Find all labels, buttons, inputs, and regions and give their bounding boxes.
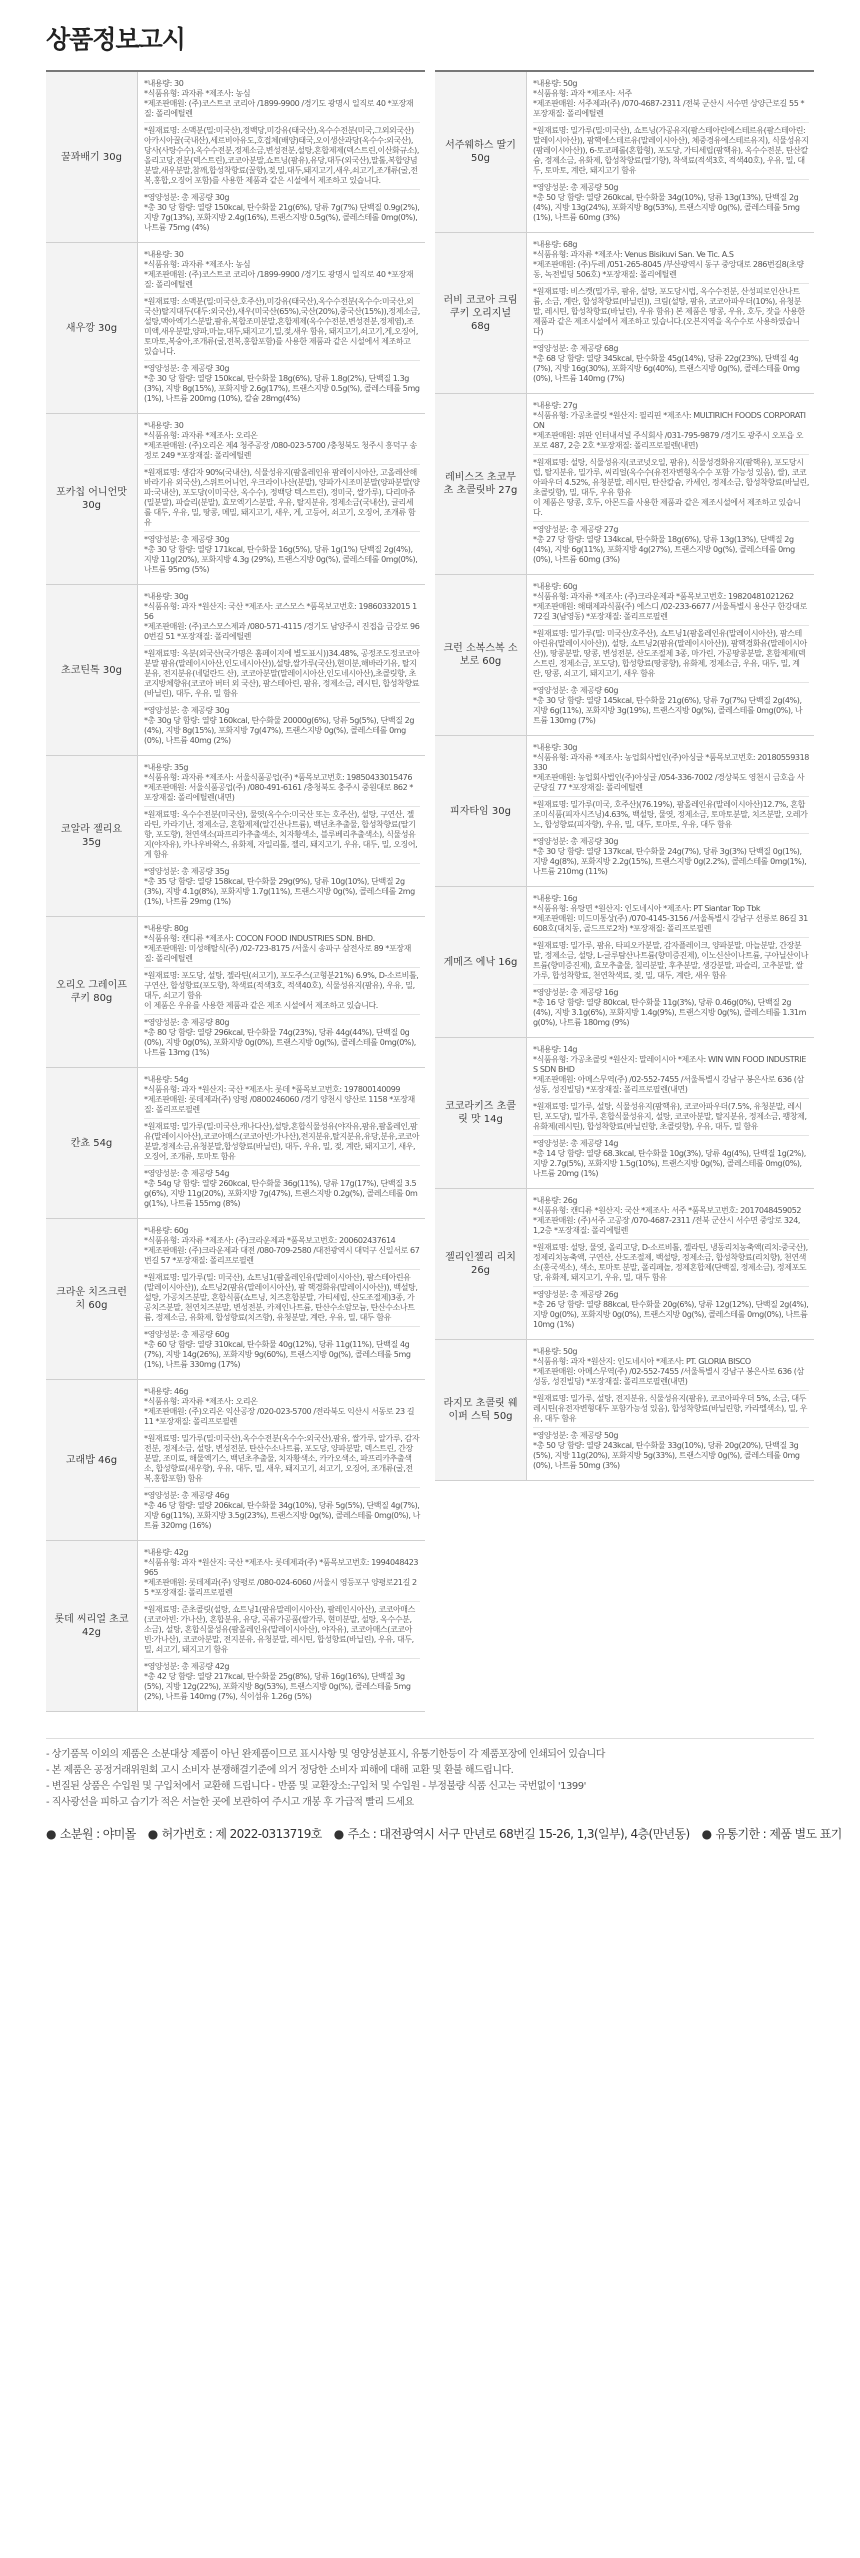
info-line: *총 68 당 함량: 열량 345kcal, 탄수화물 45g(14%), 당류 22g(23%), 단백질 4g(7%), 지방 16g(30%), 포화지방 6g(40%), 트랜스지방 0g(%), 콜레스테롤 0mg(0%), 나트륨 140mg (7%) bbox=[533, 354, 800, 383]
product-name: 칸쵸 54g bbox=[46, 1068, 138, 1218]
info-block bbox=[144, 1118, 420, 1165]
info-line: *내용량: 14g bbox=[533, 1045, 578, 1054]
info-block bbox=[533, 521, 809, 568]
seller-info-item: ● 유통기한 : 제품 별도 표기 bbox=[701, 1827, 842, 1841]
info-block bbox=[533, 76, 809, 122]
info-block bbox=[533, 579, 809, 625]
info-line: *제조판매원: 위판 인터내셔널 주식회사 /031-795-9879 /경기도 광주시 오포읍 오포로 487, 2층 2호 *포장재질: 폴리프로필렌(내면) bbox=[533, 431, 804, 450]
info-line: *식품유형: 과자류 *제조사: 오리온 bbox=[144, 1397, 258, 1406]
info-line: *영양성분: 총 제공량 42g bbox=[144, 1662, 230, 1671]
info-block bbox=[144, 1014, 420, 1061]
product-row bbox=[46, 1219, 425, 1380]
info-block bbox=[144, 1384, 420, 1430]
info-block bbox=[144, 1601, 420, 1658]
info-line: *원재료명: 밀가루(미국, 호주산)(76.19%), 팜올레인유(말레이시아산)12.7%, 혼합조미식품(피자시즈닝)4.63%, 백설탕, 물엿, 정제소금, 토마토분말, 치즈분말, 오레가노, 합성향료(피자향), 우유, 밀, 대두, 토마토, 우유, 대두 함유 bbox=[533, 800, 808, 829]
info-line: *영양성분: 총 제공량 26g bbox=[533, 1290, 619, 1299]
info-line: *총 30 당 함량: 열량 171kcal, 탄수화물 16g(5%), 당류 1g(1%) 단백질 2g(4%), 지방 11g(20%), 포화지방 4.3g (29%), 트랜스지방 0g(%), 콜레스테롤 0mg(0%), 나트륨 95mg (5%) bbox=[144, 545, 418, 574]
product-name: 새우깡 30g bbox=[46, 243, 138, 413]
info-line: 이 제품은 우유를 사용한 제품과 같은 제조 시설에서 제조하고 있습니다. bbox=[144, 1001, 378, 1010]
info-line: *원재료명: 밀가루, 설탕, 전지분유, 식물성유지(팜유), 코코아파우더 5%, 소금, 대두레시틴(유전자변형대두 포함가능성 있음), 합성착향료(바닐린향, 카라멜색소), 밀, 우유, 대두 함유 bbox=[533, 1394, 808, 1423]
info-line: *원재료명: 생감자 90%(국내산), 식물성유지(팜올레인유 팜레이시아산, 고올레산해바라기유 외국산),스위트어니언, 우크라이나산(분말), 양파가시조미분말(양파분말(양파:국내산), 포도당(이미국산, 옥수수), 정백당 텍스트린), 정미국, 쌀가루), 다리마쥬(밀분말), 파슬리(분말), 효모엑기스분말, 우유, 탈지분유, 정제소금(국내산), 글리세롤 대두, 우유, 밀, 땅콩, 메밀, 돼지고기, 새우, 게, 고등어, 쇠고기, 오징어, 조개류 함유 bbox=[144, 468, 420, 527]
product-info bbox=[138, 1219, 425, 1379]
info-line: *식품유형: 과자 *원산지: 국산 *제조사: 롯데제과(주) *품목보고번호: 1994048423965 bbox=[144, 1558, 419, 1577]
product-name: 크라운 치즈크런치 60g bbox=[46, 1219, 138, 1379]
info-line: *내용량: 30g bbox=[144, 592, 189, 601]
info-block bbox=[144, 967, 420, 1014]
info-line: *총 27 당 함량: 열량 134kcal, 탄수화물 18g(6%), 당류 13g(13%), 단백질 2g(4%), 지방 6g(11%), 포화지방 4g(27%), 트랜스지방 0g(%), 콜레스테롤 0mg(0%), 나트륨 60mg (3%) bbox=[533, 535, 795, 564]
info-block bbox=[533, 398, 809, 454]
info-line: *원재료명: 설탕, 식물성유지(코코넛오일, 팜유), 식물성경화유지(팜핵유), 포도당시럽, 탈지분유, 밀가루, 씨리얼(옥수수(유전자변형옥수수 포함 가능성 있음), 쌀), 코코아파우더 4.52%, 유청분말, 레시틴, 탄산칼슘, 카세인, 정제소금, 합성착향료(바닐린, 초콜릿향), 밀, 대두, 우유 함유 bbox=[533, 458, 809, 497]
info-line: *원재료명: 소맥분(밀:미국산,호주산),미강유(태국산),옥수수전분(옥수수:미국산,외국산)탈지대두(대두:외국산),새우(미국산(65%),국산(20%),중국산(15%)),정제소금,설탕,맥아엑기스분말,팜유,복합조미분말,혼합제제(옥수수전분,변성전분,정제염),조미액,새우분말,양파,마늘,대두,돼지고기,밀,젖,새우 함유, 돼지고기,쇠고기,게,오징어,토마토,복숭아,조개류(굴,전복,홍합포함)를 사용한 제품과 같은 시설에서 제조하고 있습니다. bbox=[144, 297, 420, 356]
info-line: *영양성분: 총 제공량 60g bbox=[144, 1330, 230, 1339]
product-info bbox=[527, 1189, 814, 1339]
product-info bbox=[527, 233, 814, 393]
info-line: *내용량: 46g bbox=[144, 1387, 189, 1396]
info-line: *영양성분: 총 제공량 30g bbox=[144, 535, 230, 544]
info-line: *총 60 당 함량: 열량 310kcal, 탄수화물 40g(12%), 당류 11g(11%), 단백질 4g(7%), 지방 14g(26%), 포화지방 9g(60%), 트랜스지방 0g(%), 콜레스테롤 5mg(1%), 나트륨 330mg (17%) bbox=[144, 1340, 411, 1369]
info-line: *영양성분: 총 제공량 14g bbox=[533, 1139, 619, 1148]
product-row bbox=[46, 585, 425, 756]
footer-notes bbox=[46, 1738, 814, 1811]
info-line: *식품유형: 과자 *원산지: 인도네시아 *제조사: PT. GLORIA BISCO bbox=[533, 1357, 751, 1366]
info-block bbox=[144, 645, 420, 702]
product-name: 오리오 그레이프 쿠키 80g bbox=[46, 917, 138, 1067]
product-row bbox=[46, 1380, 425, 1541]
seller-info bbox=[46, 1825, 842, 1842]
product-row bbox=[46, 756, 425, 917]
info-block bbox=[533, 796, 809, 833]
info-line: *내용량: 30g bbox=[533, 743, 578, 752]
info-block bbox=[144, 1072, 420, 1118]
info-line: *식품유형: 과자류 *제조사: (주)크라운제과 *품목보고번호: 19820481021262 bbox=[533, 592, 794, 601]
info-line: *총 30 당 함량: 열량 150kcal, 탄수화물 18g(6%), 당류 1.8g(2%), 단백질 1.3g(3%), 지방 8g(15%), 포화지방 2.6g(17%), 트랜스지방 0.5g(%), 콜레스테롤 5mg(1%), 나트륨 200mg (10%), 칼슘 28mg(4%) bbox=[144, 374, 420, 403]
product-info bbox=[138, 756, 425, 916]
info-line: *원재료명: 밀가루(밀: 미국산), 쇼트닝1(팜올레인유(말레이시아산), 팜스테아린유(말레이시아산)), 쇼트닝2(팜유(말레이시아산), 팜 핵경화유(말레이시아산)), 백설탕, 설탕, 가공치즈분말, 혼합식품(쇼트닝, 치즈혼합분말, 가티세립, 산도조절제)3종, 가공치즈분말, 천연치즈분말, 변성전분, 카제인나트륨, 탄산수소암모늄, 탄산수소나트륨, 정제소금, 유화제, 합성향료(치즈향), 유청분말, 계란, 우유, 밀, 대두 함유 bbox=[144, 1273, 418, 1322]
info-block bbox=[144, 1269, 420, 1326]
info-line: *원재료명: 설탕, 물엿, 올리고당, D-소르비톨, 젤라틴, 냉동리치농축액(리치:중국산), 정제리치농축액, 구연산, 산도조절제, 백설탕, 정제소금, 합성착향료(리치향), 천연색소(홍국색소), 색소, 토마토 분말, 폴리페놀, 정제혼합제(단백질, 정제소금), 정제포도당, 유화제, 돼지고기, 우유, 밀, 대두 함유 bbox=[533, 1243, 808, 1282]
product-info bbox=[138, 243, 425, 413]
product-row bbox=[46, 1068, 425, 1219]
info-block bbox=[144, 760, 420, 806]
product-info bbox=[527, 394, 814, 574]
info-line: *제조판매원: 롯데제과(주) 양평 /0800246060 /경기 양천시 양산로 1158 *포장재질: 폴리프로필렌 bbox=[144, 1095, 415, 1114]
info-line: *제조판매원: (주)코스트코 코리아 /1899-9900 /경기도 광명시 일직로 40 *포장재질: 폴리에틸렌 bbox=[144, 270, 414, 289]
product-row bbox=[46, 414, 425, 585]
seller-info-item: ● 주소 : 대전광역시 서구 만년로 68번길 15-26, 1,3(일부), 4층(만년동) bbox=[333, 1827, 690, 1841]
info-block bbox=[533, 1135, 809, 1182]
info-line: *영양성분: 총 제공량 30g bbox=[533, 837, 619, 846]
info-line: *내용량: 50g bbox=[533, 1347, 578, 1356]
info-line: *원재료명: 밀가루(밀:미국산,캐나다산),설탕,혼합식물성유(야자유,팜유,팜올레인,팜유(말레이시아산),코코아매스(코코아빈:가나산),전지분유,탈지분유,유당,분유,코코아분말,정제소금,유청분말,합성향료(바닐린), 대두, 우유, 밀, 젖, 계란, 돼지고기, 새우, 오징어, 조개류, 토마토 함유 bbox=[144, 1122, 420, 1161]
info-line: *식품유형: 캔디류 *원산지: 국산 *제조사: 서주 *품목보고번호: 2017048459052 bbox=[533, 1206, 802, 1215]
info-block bbox=[533, 283, 809, 340]
info-block bbox=[533, 122, 809, 179]
seller-address: 주소 : 대전광역시 서구 만년로 68번길 15-26, 1,3(일부), 4층(만년동) bbox=[347, 1827, 690, 1841]
info-block bbox=[533, 237, 809, 283]
info-block bbox=[144, 531, 420, 578]
info-line: *제조판매원: 해태제과식품(주) 에스디 /02-233-6677 /서울특별시 용산구 한강대로 72길 3(남영동) *포장재질: 폴리프로필렌 bbox=[533, 602, 807, 621]
info-line: *원재료명: 밀가루(밀: 미국산/호주산), 쇼트닝1(팜올레인유(말레이시아산), 팜스테아린유(말레이시아산)), 설탕, 쇼트닝2(팜유(말레이시아산)), 팜핵경화유(말레이시아산)), 땅콩분말, 땅콩, 변성전분, 산도조절제 3종, 마가린, 가공땅콩분말, 혼합제제(덱스트린, 정제소금, 포도당), 합성향료(땅콩향), 유화제, 정제소금, 우유, 대두, 밀, 계란, 땅콩, 쇠고기, 돼지고기, 새우 함유 bbox=[533, 629, 807, 678]
info-line: *내용량: 54g bbox=[144, 1075, 189, 1084]
info-block bbox=[144, 589, 420, 645]
info-line: *영양성분: 총 제공량 16g bbox=[533, 988, 619, 997]
info-line: *내용량: 50g bbox=[533, 79, 578, 88]
info-block bbox=[144, 921, 420, 967]
info-line: *내용량: 60g bbox=[144, 1226, 189, 1235]
footer-note: - 상기품목 이외의 제품은 소분대상 제품이 아닌 완제품이므로 표시사항 및 영양성분표시, 유통기한등이 각 제품포장에 인쇄되어 있습니다 bbox=[46, 1749, 605, 1760]
info-line: *영양성분: 총 제공량 80g bbox=[144, 1018, 230, 1027]
product-info bbox=[527, 575, 814, 735]
footer-note: - 직사광선을 피하고 습기가 적은 서늘한 곳에 보관하여 주시고 개봉 후 가급적 빨리 드세요 bbox=[46, 1797, 414, 1808]
info-line: *제조판매원: 농업회사법인(주)아싱글 /054-336-7002 /경상북도 영천시 금호읍 사군당길 77 *포장재질: 폴리에틸렌 bbox=[533, 773, 805, 792]
info-line: *제조판매원: (주)두레 /051-265-8045 /부산광역시 동구 중앙대로 286번길8(초량동, 녹전빌딩 506호) *포장재질: 폴리에틸렌 bbox=[533, 260, 804, 279]
product-info bbox=[138, 1541, 425, 1711]
info-line: *내용량: 60g bbox=[533, 582, 578, 591]
product-name: 레비스즈 초코무초 초콜릿바 27g bbox=[435, 394, 527, 574]
product-row bbox=[435, 736, 814, 887]
info-block bbox=[144, 76, 420, 122]
info-line: *총 42 당 함량: 열량 217kcal, 탄수화물 25g(8%), 당류 16g(16%), 단백질 3g(5%), 지방 12g(22%), 포화지방 8g(53%), 트랜스지방 0g(%), 콜레스테롤 5mg(2%), 나트륨 140mg (7%), 식이섬유 1.26g (5%) bbox=[144, 1672, 411, 1701]
info-line: *내용량: 68g bbox=[533, 240, 578, 249]
info-line: *내용량: 27g bbox=[533, 401, 578, 410]
info-line: *제조판매원: (주)서주 고공장 /070-4687-2311 /전북 군산시 서수면 중앙로 324, 1,2층 *포장재질: 폴리에틸렌 bbox=[533, 1216, 801, 1235]
product-row bbox=[435, 1189, 814, 1340]
seller-info-item: ● 허가번호 : 제 2022-0313719호 bbox=[147, 1827, 322, 1841]
info-line: *총 54g 당 함량: 열량 260kcal, 탄수화물 36g(11%), 당류 17g(17%), 단백질 3.5g(6%), 지방 11g(20%), 포화지방 7g(47%), 트랜스지방 0.2g(%), 콜레스테롤 0mg(1%), 나트륨 155mg (8%) bbox=[144, 1179, 418, 1208]
info-block bbox=[533, 1427, 809, 1474]
info-line: *총 50 당 함량: 열량 260kcal, 탄수화물 34g(10%), 당류 13g(13%), 단백질 2g(4%), 지방 13g(24%), 포화지방 8g(53%), 트랜스지방 0g(%), 콜레스테롤 5mg(1%), 나트륨 60mg (3%) bbox=[533, 193, 800, 222]
product-info bbox=[527, 72, 814, 232]
info-line: *내용량: 30 bbox=[144, 250, 184, 259]
info-line: *총 80 당 함량: 열량 296kcal, 탄수화물 74g(23%), 당류 44g(44%), 단백질 0g(0%), 지방 0g(0%), 포화지방 0g(0%), 트랜스지방 0g(%), 콜레스테롤 0mg(0%), 나트륨 13mg (1%) bbox=[144, 1028, 416, 1057]
product-row bbox=[46, 917, 425, 1068]
info-block bbox=[533, 1193, 809, 1239]
info-line: *원재료명: 옥분(외국산(국가명은 홈페이지에 별도표시))34.48%, 공정조도정코코아분말 팜유(말레이시아산,인도네시아산)),설탕,쌀가루(국산),현미분,해바라기유, 탈지분유, 전지분유(네덜란드 산), 코코아분말(말레이시아산,인도네시아산),초콜릿향, 초코지방체향유(코코아 버터 외 국산), 팜스테아린, 팜유, 정제소금, 레시틴, 합성착향료(바닐린), 대두, 우유, 밀 함유 bbox=[144, 649, 420, 698]
product-row bbox=[435, 887, 814, 1038]
info-line: *영양성분: 총 제공량 50g bbox=[533, 183, 619, 192]
page-title: 상품정보고시 bbox=[46, 25, 185, 54]
info-block bbox=[144, 247, 420, 293]
info-line: *제조판매원: 서울식품공업(주) /080-491-6161 /충청북도 충주시 중원대로 862 *포장재질: 폴리에틸렌(내면) bbox=[144, 783, 414, 802]
info-block bbox=[144, 1545, 420, 1601]
info-block bbox=[144, 293, 420, 360]
info-line: *식품유형: 과자류 *제조사: (주)크라운제과 *품목보고번호: 200602437614 bbox=[144, 1236, 396, 1245]
info-line: *식품유형: 과자류 *제조사: 서울식품공업(주) *품목보고번호: 19850433015476 bbox=[144, 773, 413, 782]
info-block bbox=[533, 1239, 809, 1286]
info-block bbox=[533, 682, 809, 729]
info-line: *영양성분: 총 제공량 35g bbox=[144, 867, 230, 876]
product-info bbox=[527, 887, 814, 1037]
info-line: *영양성분: 총 제공량 68g bbox=[533, 344, 619, 353]
info-line: *제조판매원: (주)코스모스제과 /080-571-4115 /경기도 남양주시 진접읍 금강로 960번길 51 *포장재질: 폴리에틸렌 bbox=[144, 622, 420, 641]
info-line: *제조판매원: (주)코스트코 코리아 /1899-9900 /경기도 광명시 일직로 40 *포장재질: 폴리에틸렌 bbox=[144, 99, 414, 118]
info-block bbox=[533, 340, 809, 387]
seller-info-item: ● 소분원 : 야미몰 bbox=[46, 1827, 136, 1841]
product-name: 꿀꽈배기 30g bbox=[46, 72, 138, 242]
product-name: 포카칩 어니언맛 30g bbox=[46, 414, 138, 584]
info-line: *식품유형: 가공초콜릿 *원산지: 말레이시아 *제조사: WIN WIN FOOD INDUSTRIES SDN BHD bbox=[533, 1055, 806, 1074]
info-line: *제조판매원: (주)오리온 익산공장 /020-023-5700 /전라북도 익산시 서동로 23 길 11 *포장재질: 폴리프로필렌 bbox=[144, 1407, 415, 1426]
info-line: *식품유형: 가공초콜릿 *원산지: 필리핀 *제조사: MULTIRICH FOODS CORPORATION bbox=[533, 411, 806, 430]
info-block bbox=[144, 702, 420, 749]
info-line: *제조판매원: 아메스무역(주) /02-552-7455 /서울특별시 강남구 봉은사로 636 (삼성동, 성진빌딩) *포장재질: 폴리프로필렌(내면) bbox=[533, 1075, 804, 1094]
info-block bbox=[144, 464, 420, 531]
info-line: *식품유형: 과자 *원산지: 국산 *제조사: 코스모스 *품목보고번호: 19860332015 156 bbox=[144, 602, 417, 621]
product-columns bbox=[46, 70, 814, 1712]
product-row bbox=[435, 1038, 814, 1189]
info-block bbox=[144, 1658, 420, 1705]
product-name: 피자타임 30g bbox=[435, 736, 527, 886]
product-name: 크런 소복스복 소보로 60g bbox=[435, 575, 527, 735]
info-block bbox=[533, 984, 809, 1031]
info-line: *식품유형: 유탕면 *원산지: 인도네시아 *제조사: PT Siantar Top Tbk bbox=[533, 904, 761, 913]
info-line: *제조판매원: 미성해탈식(주) /02-723-8175 /서울시 송파구 삼전사로 89 *포장재질: 폴리에틸렌 bbox=[144, 944, 411, 963]
product-name: 젤리인젤리 리치 26g bbox=[435, 1189, 527, 1339]
info-block bbox=[533, 891, 809, 937]
footer-note: - 변질된 상품은 수입원 및 구입처에서 교환해 드립니다 - 반품 및 교환장소:구입처 및 수입원 - 부정불량 식품 신고는 국번없이 '1399' bbox=[46, 1781, 586, 1792]
info-line: *식품유형: 과자류 *제조사: 농업회사법인(주)아싱글 *품목보고번호: 20180559318330 bbox=[533, 753, 809, 772]
product-name: 게메즈 에낙 16g bbox=[435, 887, 527, 1037]
info-line: *총 30 당 함량: 열량 150kcal, 탄수화물 21g(6%), 당류 7g(7%) 단백질 0.9g(2%), 지방 7g(13%), 포화지방 2.4g(16%), 트랜스지방 0.5g(%), 콜레스테롤 0mg(0%), 나트륨 75mg (4%) bbox=[144, 203, 420, 232]
info-line: *영양성분: 총 제공량 30g bbox=[144, 364, 230, 373]
product-info bbox=[527, 1340, 814, 1480]
info-line: *식품유형: 과자류 *제조사: 오리온 bbox=[144, 431, 258, 440]
info-line: *원재료명: 포도당, 설탕, 젤라틴(쇠고기), 포도주스(고형분21%) 6.9%, D-소르비톨, 구연산, 합성향료(포도향), 착색료(적색3호, 적색40호), 식물성유지(팜유), 우유, 밀, 대두, 쇠고기 함유 bbox=[144, 971, 419, 1000]
info-line: *총 30 당 함량: 열량 145kcal, 탄수화물 21g(6%), 당류 7g(7%) 단백질 2g(4%), 지방 6g(11%), 포화지방 3g(19%), 트랜스지방 0g(%), 콜레스테롤 0mg(0%), 나트륨 130mg (7%) bbox=[533, 696, 803, 725]
info-line: *식품유형: 과자 *제조사: 서주 bbox=[533, 89, 632, 98]
info-line: *식품유형: 캔디류 *제조사: COCON FOOD INDUSTRIES SDN. BHD. bbox=[144, 934, 375, 943]
product-row bbox=[435, 394, 814, 575]
info-line: *총 30 당 함량: 열량 137kcal, 탄수화물 24g(7%), 당류 3g(3%) 단백질 0g(1%), 지방 4g(8%), 포화지방 2.2g(15%), 트랜스지방 0g(2.2%), 콜레스테롤 0mg(1%), 나트륨 210mg (11%) bbox=[533, 847, 807, 876]
info-block bbox=[533, 1098, 809, 1135]
info-line: *식품유형: 과자류 *제조사: 농심 bbox=[144, 260, 251, 269]
info-block bbox=[533, 1344, 809, 1390]
seller-name: 소분원 : 야미몰 bbox=[59, 1827, 136, 1841]
info-block bbox=[144, 122, 420, 189]
info-line: *내용량: 42g bbox=[144, 1548, 189, 1557]
product-info bbox=[527, 1038, 814, 1188]
info-line: *제조판매원: 아메스무역(주) /02-552-7455 /서울특별시 강남구 봉은사로 636 (삼성동, 성진빌딩) *포장재질: 폴리프로필렌(내면) bbox=[533, 1367, 804, 1386]
info-block bbox=[533, 625, 809, 682]
product-name: 코코라키즈 초콜릿 맛 14g bbox=[435, 1038, 527, 1188]
info-block bbox=[533, 454, 809, 521]
product-row bbox=[435, 72, 814, 233]
info-line: *제조판매원: 롯데제과(주) 양평로 /080-024-6060 /서울시 영등포구 양평로21길 25 *포장재질: 폴리프로필렌 bbox=[144, 1578, 417, 1597]
info-block bbox=[144, 418, 420, 464]
info-block bbox=[144, 360, 420, 407]
info-block bbox=[533, 833, 809, 880]
info-line: *식품유형: 과자류 *제조사: Venus Bisikuvi San. Ve Tic. A.S bbox=[533, 250, 734, 259]
info-line: *내용량: 16g bbox=[533, 894, 578, 903]
info-block bbox=[144, 1430, 420, 1487]
product-column-right bbox=[435, 70, 814, 1481]
info-block bbox=[144, 863, 420, 910]
product-name: 러비 코코아 크림 쿠키 오리지널 68g bbox=[435, 233, 527, 393]
info-line: 이 제품은 땅콩, 호두, 아몬드를 사용한 제품과 같은 제조시설에서 제조하고 있습니다. bbox=[533, 498, 801, 517]
info-line: *식품유형: 과자 *원산지: 국산 *제조사: 롯데 *품목보고번호: 197800140099 bbox=[144, 1085, 401, 1094]
product-info bbox=[138, 414, 425, 584]
info-line: *제조판매원: 미드미통상(주) /070-4145-3156 /서울특별시 강남구 선릉로 86길 31 608호(대치동, 골드프로2차) *포장재질: 폴리프로필렌 bbox=[533, 914, 808, 933]
info-line: *원재료명: 밀가루, 설탕, 식물성유지(팜핵유), 코코아파우더(7.5%, 유청분말, 레시틴, 포도당), 밀가루, 혼합식물성유지, 설탕, 코코아분말, 탈지분유, 정제소금, 팽창제, 유화제(레시틴), 합성착향료(바닐린향, 초콜릿향), 우유, 대두, 밀 함유 bbox=[533, 1102, 807, 1131]
seller-expiry: 유통기한 : 제품 별도 표기 bbox=[715, 1827, 842, 1841]
product-name: 라지모 초콜릿 웨이퍼 스틱 50g bbox=[435, 1340, 527, 1480]
info-line: *총 35 당 함량: 열량 158kcal, 탄수화물 29g(9%), 당류 10g(10%), 단백질 2g(3%), 지방 4.1g(8%), 포화지방 1.7g(11%), 트랜스지방 0g(%), 콜레스테롤 2mg(1%), 나트륨 29mg (1%) bbox=[144, 877, 415, 906]
info-line: *영양성분: 총 제공량 50g bbox=[533, 1431, 619, 1440]
product-info bbox=[138, 1380, 425, 1540]
seller-license: 허가번호 : 제 2022-0313719호 bbox=[161, 1827, 322, 1841]
info-block bbox=[533, 179, 809, 226]
info-line: *내용량: 26g bbox=[533, 1196, 578, 1205]
info-line: *원재료명: 비스켓(밀가루, 팜유, 설탕, 포도당시럽, 옥수수전분, 산성피로인산나트륨, 소금, 계란, 합성착향료(바닐린)), 크림(설탕, 팜유, 코코아파우더(10%), 유청분말, 레시틴, 합성착향료(바닐린), 우유 함유) 본 제품은 땅콩, 우유, 호두, 잣을 사용한 제품과 같은 제조시설에서 제조하고 있습니다.(오븐지역을 옥수수로 사용하였습니다) bbox=[533, 287, 805, 336]
product-row bbox=[435, 233, 814, 394]
info-block bbox=[533, 1390, 809, 1427]
product-row bbox=[46, 243, 425, 414]
product-info bbox=[138, 72, 425, 242]
info-block bbox=[144, 1223, 420, 1269]
info-block bbox=[144, 189, 420, 236]
info-line: *제조판매원: 서주제과(주) /070-4687-2311 /전북 군산시 서수면 상양근로길 55 *포장재질: 폴리에틸렌 bbox=[533, 99, 805, 118]
info-line: *영양성분: 총 제공량 27g bbox=[533, 525, 619, 534]
info-line: *총 26 당 함량: 열량 88kcal, 탄수화물 20g(6%), 당류 12g(12%), 단백질 2g(4%), 지방 0g(0%), 포화지방 0g(0%), 트랜스지방 0g(%), 콜레스테롤 0mg(0%), 나트륨 10mg (1%) bbox=[533, 1300, 809, 1329]
product-column-left bbox=[46, 70, 425, 1712]
product-row bbox=[435, 575, 814, 736]
product-info bbox=[138, 917, 425, 1067]
info-line: *원재료명: 준초콜릿(설탕, 쇼트닝1(팜유말레이시아산), 팜레인시아산), 코코아매스(코코아빈: 가나산), 혼합분유, 유당, 곡류가공품(쌀가루, 현미분말, 설탕, 옥수수분, 소금), 설탕, 혼합식물성유(팜올레인유(말레이시아산), 야자유), 코코아매스(코코아빈:가나산), 코코아분말, 전지분유, 유청분말, 레시틴, 합성향료(바닐린), 우유, 대두, 밀, 쇠고기, 돼지고기 함유 bbox=[144, 1605, 415, 1654]
info-line: *원재료명: 소맥분(밀:미국산),정백당,미강유(태국산),옥수수전분(미국,그외외국산)아카시아꿀(국내산),세르비아유도,호접체(배양)태국,오이생산과당(옥수수:외국산),당사(사탕수수),옥수수전분,정제소금,변성전분,설탕,혼합제제(덱스트린,이산화규소),올리고당,전분(덱스트린),코코아분말,쇼트닝(팜유),유당,대두(외국산),말톨,복합양념분말,새우분말,참깨,합성착향료(꿀향),젖,밀,대두,돼지고기,새우,쇠고기,조개류(굴,전복,홍합,오징어 포함)를 사용한 제품과 같은 시설에서 제조하고 있습니다. bbox=[144, 126, 420, 185]
info-block bbox=[533, 1286, 809, 1333]
info-block bbox=[533, 740, 809, 796]
info-block bbox=[533, 1042, 809, 1098]
info-line: *영양성분: 총 제공량 30g bbox=[144, 193, 230, 202]
product-name: 서주웨하스 딸기 50g bbox=[435, 72, 527, 232]
product-info bbox=[138, 585, 425, 755]
info-line: *영양성분: 총 제공량 60g bbox=[533, 686, 619, 695]
product-name: 롯데 씨리얼 초코 42g bbox=[46, 1541, 138, 1711]
info-line: *원재료명: 옥수수전분(미국산), 물엿(옥수수:미국산 또는 호주산), 설탕, 구연산, 젤라틴, 카라기난, 정제소금, 혼합제제(알긴산나트륨), 백년초추출물, 합성착향료(딸기향, 포도향), 천연색소(파프리카추출색소, 치자황색소, 블루베리추출색소), 식물성유지(야자유), 카나우바왁스, 유화제, 자일리톨, 젤리, 돼지고기, 우유, 대두, 밀, 오징어, 게 함유 bbox=[144, 810, 418, 859]
info-line: *내용량: 35g bbox=[144, 763, 189, 772]
info-line: *내용량: 80g bbox=[144, 924, 189, 933]
info-block bbox=[144, 1487, 420, 1534]
product-info bbox=[527, 736, 814, 886]
product-info bbox=[138, 1068, 425, 1218]
product-name: 초코틴톡 30g bbox=[46, 585, 138, 755]
info-block bbox=[533, 937, 809, 984]
info-line: *제조판매원: (주)오리온 제4 청주공장 /080-023-5700 /충청북도 청주시 흥덕구 송정로 249 *포장재질: 폴리에틸렌 bbox=[144, 441, 417, 460]
info-line: *제조판매원: (주)크라운제과 대전 /080-709-2580 /대전광역시 대덕구 신일서로 67번길 57 *포장재질: 폴리프로필렌 bbox=[144, 1246, 420, 1265]
info-line: *내용량: 30 bbox=[144, 421, 184, 430]
info-line: *영양성분: 총 제공량 30g bbox=[144, 706, 230, 715]
info-line: *총 16 당 함량: 열량 80kcal, 탄수화물 11g(3%), 당류 0.46g(0%), 단백질 2g(4%), 지방 3.1g(6%), 포화지방 1.4g(9%), 트랜스지방 0g(%), 콜레스테롤 1.31mg(0%), 나트륨 180mg (9%) bbox=[533, 998, 806, 1027]
footer-note: - 본 제품은 공정거래위원회 고시 소비자 분쟁해결기준에 의거 정당한 소비자 피해에 대해 교환 및 환불 해드립니다. bbox=[46, 1765, 514, 1776]
info-line: *식품유형: 과자류 *제조사: 농심 bbox=[144, 89, 251, 98]
product-row bbox=[46, 72, 425, 243]
info-line: *원재료명: 밀가루(밀:미국산),옥수수전분(옥수수:외국산),팜유, 쌀가루, 알가루, 감자전분, 정제소금, 설탕, 변성전분, 탄산수소나트륨, 포도당, 양파분말, 덱스트린, 간장분말, 조미료, 해물엑기스, 백년초추출물, 치자황색소, 카카오색소, 파프리카추출색소, 합성향료(새우향), 우유, 대두, 밀, 새우, 돼지고기, 쇠고기, 오징어, 조개류(굴,전복,홍합포함) 함유 bbox=[144, 1434, 420, 1483]
info-line: *원재료명: 밀가루(밀:미국산), 쇼트닝(가공유지(팜스테아린에스테르유(팜스테아린:말레이시아산)), 팜핵에스테르유(말레이시아산), 체중경유에스테르유지), 식물성유지(팜레이시아산)), 6-토코페롤(혼합형), 포도당, 가티세립(팜핵유), 옥수수전분, 탄산칼슘, 정제소금, 유화제, 합성착향료(딸기향), 착색료(적색3호, 적색40호), 우유, 밀, 대두, 토마토, 계란, 돼지고기 함유 bbox=[533, 126, 809, 175]
info-line: *총 50 당 함량: 열량 243kcal, 탄수화물 33g(10%), 당류 20g(20%), 단백질 3g(5%), 지방 11g(20%), 포화지방 5g(33%), 트랜스지방 0g(%), 콜레스테롤 0mg(0%), 나트륨 50mg (3%) bbox=[533, 1441, 800, 1470]
info-line: *총 46 당 함량: 열량 206kcal, 탄수화물 34g(10%), 당류 5g(5%), 단백질 4g(7%), 지방 6g(11%), 포화지방 3.5g(23%), 트랜스지방 0g(%), 콜레스테롤 0mg(0%), 나트륨 320mg (16%) bbox=[144, 1501, 421, 1530]
info-block bbox=[144, 806, 420, 863]
product-name: 코알라 젤리요 35g bbox=[46, 756, 138, 916]
product-name: 고래밥 46g bbox=[46, 1380, 138, 1540]
info-line: *총 30g 당 함량: 열량 160kcal, 탄수화물 20000g(6%), 당류 5g(5%), 단백질 2g(4%), 지방 8g(15%), 포화지방 7g(47%), 트랜스지방 0g(%), 콜레스테롤 0mg(0%), 나트륨 40mg (2%) bbox=[144, 716, 415, 745]
info-block bbox=[144, 1326, 420, 1373]
info-block bbox=[144, 1165, 420, 1212]
info-line: *내용량: 30 bbox=[144, 79, 184, 88]
info-line: *영양성분: 총 제공량 54g bbox=[144, 1169, 230, 1178]
info-line: *총 14 당 함량: 열량 68.3kcal, 탄수화물 10g(3%), 당류 4g(4%), 단백질 1g(2%), 지방 2.7g(5%), 포화지방 1.5g(10%), 트랜스지방 0g(%), 콜레스테롤 0mg(0%), 나트륨 20mg (1%) bbox=[533, 1149, 806, 1178]
product-row bbox=[46, 1541, 425, 1712]
info-line: *영양성분: 총 제공량 46g bbox=[144, 1491, 230, 1500]
info-line: *원재료명: 밀가루, 팜유, 타피오카분말, 감자플레이크, 양파분말, 마늘분말, 간장분말, 정제소금, 설탕, L-글루탐산나트륨(향미증진제), 이노신산이나트륨, 구아닐산이나트륨(향미증진제), 효모추출물, 칠리분말, 후추분말, 생강분말, 파슬리, 고추분말, 쌀가루, 합성착향료, 천연착색료, 젖, 밀, 대두, 계란, 새우 함유 bbox=[533, 941, 809, 980]
product-row bbox=[435, 1340, 814, 1481]
